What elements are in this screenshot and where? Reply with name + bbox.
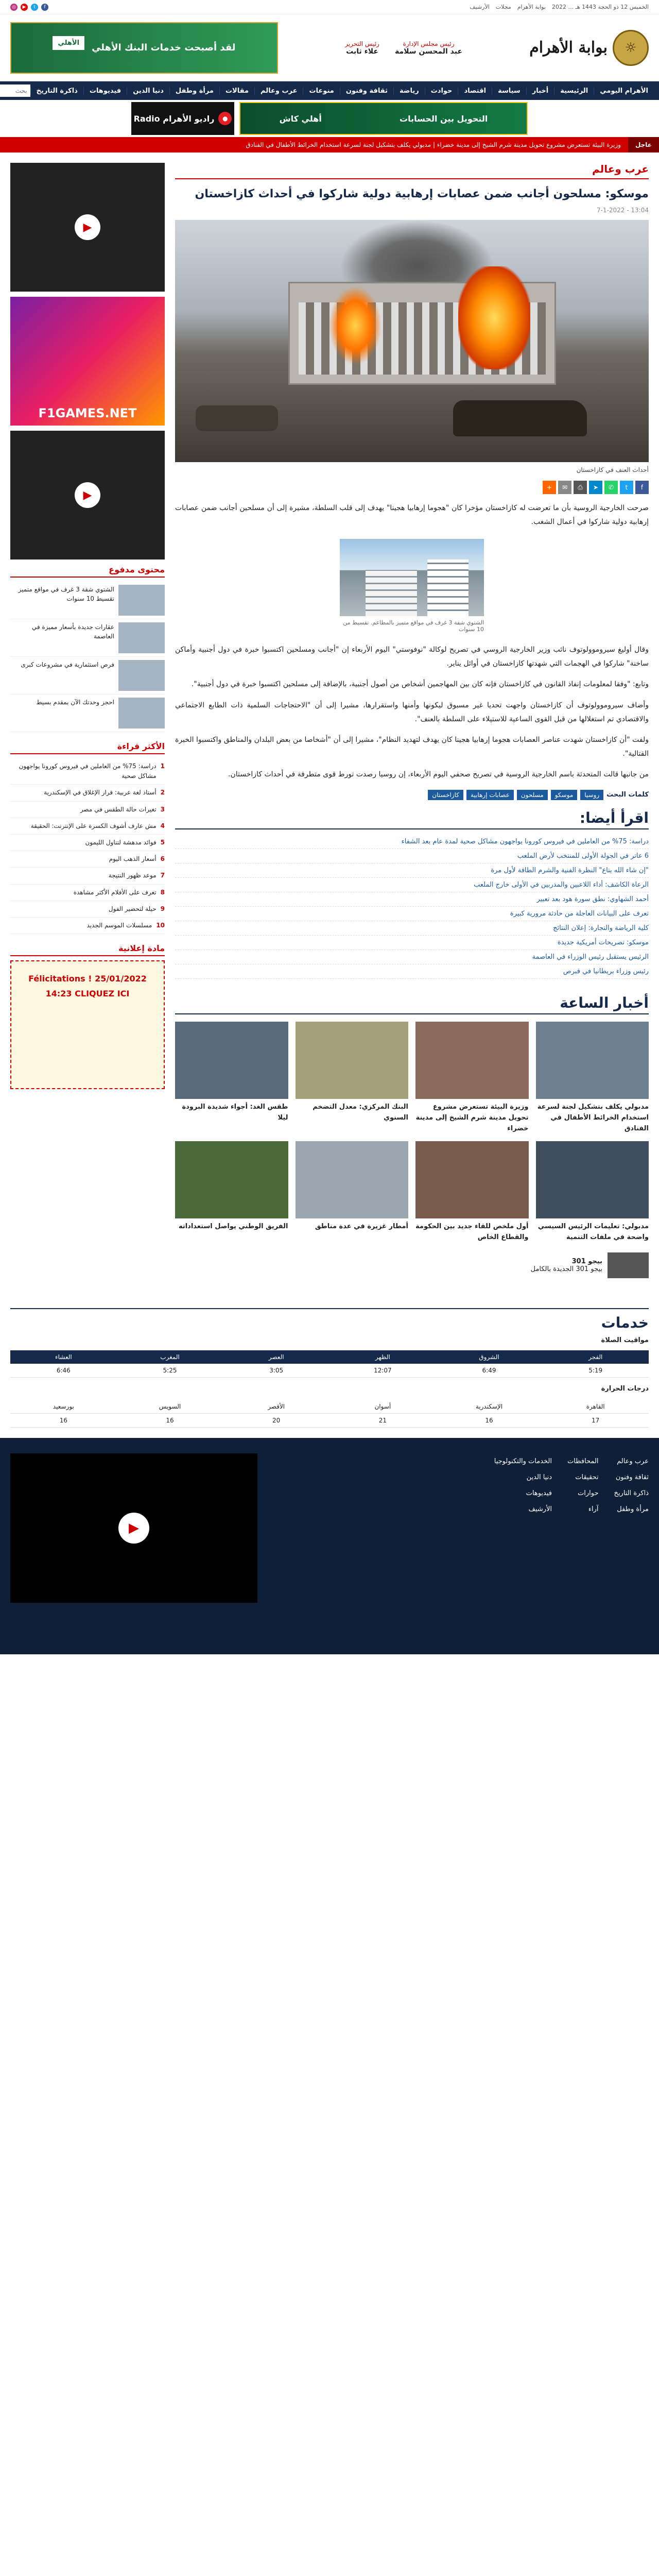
promo-box	[10, 943, 165, 1089]
footer-link[interactable]: ذاكرة التاريخ	[614, 1489, 649, 1498]
news-card[interactable]: مدبولي: تعليمات الرئيس السيسي واضحة في ملفات التنمية	[536, 1141, 649, 1243]
top-banner	[0, 100, 659, 137]
bank-banner-ad[interactable]: التحويل بين الحسابات أهلي كاش	[239, 102, 528, 135]
top-link-archive[interactable]: الأرشيف	[470, 4, 490, 10]
footer-link[interactable]: حوارات	[578, 1489, 599, 1498]
footer-link[interactable]: المحافظات	[567, 1457, 599, 1465]
nav-item[interactable]: ذاكرة التاريخ	[30, 87, 83, 95]
ticker-label: عاجل	[628, 137, 659, 152]
top-strip	[0, 0, 659, 14]
news-card[interactable]: وزيرة البيئة تستعرض مشروع تحويل مدينة شرم الشيخ إلى مدينة خضراء	[415, 1022, 529, 1134]
tag[interactable]: مسلحون	[517, 790, 548, 800]
top-link-magazines[interactable]: مجلات	[495, 4, 511, 10]
most-read	[10, 741, 165, 934]
nav-item[interactable]: أخبار	[526, 87, 554, 95]
most-read-item[interactable]: 5 فوائد مدهشة لتناول الليمون	[10, 835, 165, 851]
play-icon[interactable]: ▶	[118, 1513, 149, 1544]
read-also-link[interactable]: الرئيس يستقبل رئيس الوزراء في العاصمة	[175, 950, 649, 964]
news-card[interactable]: الفريق الوطني يواصل استعداداته	[175, 1141, 288, 1243]
article-title: موسكو: مسلحون أجانب ضمن عصابات إرهابية دولية شاركوا في أحداث كازاخستان	[195, 188, 649, 200]
radio-banner[interactable]: ● راديو الأهرام Radio	[131, 102, 234, 135]
article-date: 13:04 - 7-1-2022	[596, 207, 649, 214]
footer-col	[567, 1453, 599, 1518]
car-ad-title: بيجو 301	[571, 1257, 602, 1265]
article-paragraph: وأضاف سيروموولوتوف أن كازاخستان واجهت تحديا غير مسبوق ليكونها وأمنها واستقرارها، مشيرا إلى أن "الاحتجاجات السلمية ذات الطابع الاجتماعي والاقتصادي تم استغلالها من قبل القوى الساعية للاستيلاء على السلطة بالعنف".	[175, 701, 649, 723]
play-icon[interactable]: ▶	[75, 214, 100, 240]
share-bar	[175, 481, 649, 494]
email-icon[interactable]: ✉	[558, 481, 571, 494]
footer-link[interactable]: مرأة وطفل	[617, 1505, 649, 1514]
prayer-heading: مواقيت الصلاة	[601, 1336, 649, 1344]
nav-item[interactable]: رياضة	[393, 87, 425, 95]
services	[10, 1308, 649, 1428]
nav-item[interactable]: مرأة وطفل	[169, 87, 219, 95]
footer-link[interactable]: الخدمات والتكنولوجيا	[494, 1457, 552, 1465]
nav-item[interactable]: سياسة	[492, 87, 526, 95]
nav-item[interactable]: الرئيسية	[554, 87, 594, 95]
most-read-item[interactable]: 3 تغيرات حالة الطقس في مصر	[10, 802, 165, 818]
article-paragraph: صرحت الخارجية الروسية بأن ما تعرضت له كازاخستان مؤخرا كان "هجوما إرهابيا هجينا" يهدف إلى قلب السلطة، مشيرة إلى أن مسلحين أجانب ضمن عصابات إرهابية دولية شاركوا في أعمال الشغب.	[175, 504, 649, 526]
header-ad[interactable]	[10, 22, 278, 74]
site-header	[0, 14, 659, 81]
twitter-icon[interactable]: t	[620, 481, 633, 494]
instagram-icon[interactable]: ◎	[10, 4, 18, 11]
footer-col	[614, 1453, 649, 1518]
article-paragraph: من جانبها قالت المتحدثة باسم الخارجية الروسية في تصريح صحفي اليوم الأربعاء، إن روسيا رصدت تورط قوى متطرفة في أحداث كازاخستان.	[228, 770, 649, 779]
youtube-icon[interactable]: ▶	[21, 4, 28, 11]
telegram-icon[interactable]: ➤	[589, 481, 602, 494]
read-also-heading: اقرأ أيضا:	[175, 809, 649, 829]
read-also-link[interactable]: "إن شاء الله بتاع" النظرة الفنية والشرم الطاقة لأول مرة	[175, 863, 649, 878]
most-read-item[interactable]: 1 دراسة: 75% من العاملين في فيروس كورونا يواجهون مشاكل صحية	[10, 758, 165, 785]
header-ad-text: لقد أصبحت خدمات البنك الأهلي	[92, 42, 236, 53]
news-card[interactable]: مدبولي يكلف بتشكيل لجنة لسرعة استخدام الخرائط الأطفال في الفنادق	[536, 1022, 649, 1134]
news-card[interactable]: أول ملخص للقاء جديد بين الحكومة والقطاع الخاص	[415, 1141, 529, 1243]
most-read-item[interactable]: 8 تعرف على الأفلام الأكثر مشاهدة	[10, 885, 165, 901]
promo-heading: مادة إعلانية	[10, 943, 165, 956]
article-paragraph: وقال أوليغ سيروموولوتوف نائب وزير الخارجية الروسي في تصريح لوكالة "نوفوستي" اليوم الأربعاء إن "أجانب ومسلحين اكتسبوا خبرة في دول أجنبية وأماكن ساخنة" شاركوا في الهجمات التي شهدتها كازاخستان في أوائل يناير.	[175, 646, 649, 668]
footer-link[interactable]: تحقيقات	[575, 1473, 599, 1482]
site-logo[interactable]	[529, 30, 649, 66]
breaking-ticker	[0, 137, 659, 152]
inline-ad-image[interactable]	[340, 539, 484, 616]
article-paragraph: وتابع: "وفقا لمعلومات إنفاذ القانون في كازاخستان فإنه كان بين المهاجمين أشخاص من أصول أجنبية، بالإضافة إلى مسلحين اكتسبوا خبرة في دول أجنبية".	[191, 680, 649, 689]
car-ad-image	[608, 1252, 649, 1278]
services-heading: خدمات	[601, 1314, 649, 1331]
footer-link[interactable]: دنيا الدين	[526, 1473, 552, 1482]
sponsored-item[interactable]: فرص استثمارية في مشروعات كبرى	[10, 657, 165, 694]
twitter-icon[interactable]: t	[31, 4, 38, 11]
section-label[interactable]: عرب وعالم	[175, 163, 649, 179]
sidebar-video-2[interactable]	[10, 431, 165, 560]
most-read-item[interactable]: 6 أسعار الذهب اليوم	[10, 851, 165, 868]
play-icon[interactable]: ▶	[75, 482, 100, 508]
footer-link[interactable]: عرب وعالم	[617, 1457, 649, 1465]
read-also-link[interactable]: 6 عاتر في الجولة الأولى للمنتخب لأرض الملعب	[175, 849, 649, 863]
ticker-message[interactable]: وزيرة البيئة تستعرض مشروع تحويل مدينة شرم الشيخ إلى مدينة خضراء | مدبولي يكلف بتشكيل لجنة لسرعة استخدام الخرائط الأطفال في الفنادق	[246, 141, 621, 148]
nav-item[interactable]: عرب وعالم	[254, 87, 303, 95]
most-read-item[interactable]: 7 موعد ظهور النتيجة	[10, 868, 165, 884]
most-read-item[interactable]: 2 أستاذ لغة عربية: قرار الإغلاق في الإسكندرية	[10, 785, 165, 801]
most-read-heading: الأكثر قراءة	[10, 741, 165, 754]
nav-item[interactable]: منوعات	[303, 87, 339, 95]
promo-ad[interactable]: Félicitations ! 25/01/2022 14:23 CLIQUEZ ICI	[10, 960, 165, 1089]
tags-label: كلمات البحث	[606, 791, 649, 799]
car-ad[interactable]	[175, 1252, 649, 1278]
nav-item[interactable]: اقتصاد	[458, 87, 492, 95]
nav-item[interactable]: الأهرام اليومي	[594, 87, 654, 95]
prayer-times: الفجر الشروق الظهر العصر المغرب العشاء 5:19 6:49 12:07 3:05 5:25 6:46	[10, 1350, 649, 1378]
latest-news	[175, 994, 649, 1278]
tag[interactable]: روسيا	[580, 790, 603, 800]
read-also-link[interactable]: دراسة: 75% من العاملين في فيروس كورونا يواجهون مشاكل صحية لمدة عام بعد الشفاء	[175, 835, 649, 849]
plus-icon[interactable]: +	[543, 481, 556, 494]
tag[interactable]: كازاخستان	[428, 790, 463, 800]
most-read-item[interactable]: 4 مش عارف أشوف الكسرة على الإنترنت: الحقيقة	[10, 818, 165, 835]
logo-text: بوابة الأهرام	[529, 39, 608, 57]
search-box	[0, 84, 30, 97]
inline-ad-caption: الشتوي شقة 3 غرف في مواقع متميز بالمطاعم. تقسيط من 10 سنوات	[343, 619, 484, 633]
sponsored-item[interactable]: الشتوي شقة 3 غرف في مواقع متميز تقسيط 10 سنوات	[10, 582, 165, 619]
most-read-item[interactable]: 9 حيلة لتحضير الفول	[10, 901, 165, 918]
footer-col	[494, 1453, 552, 1518]
most-read-item[interactable]: 10 مسلسلات الموسم الجديد	[10, 918, 165, 934]
sponsored-item[interactable]: عقارات جديدة بأسعار مميزة في العاصمة	[10, 619, 165, 657]
top-link-portal[interactable]: بوابة الأهرام	[517, 4, 546, 10]
editor-chairman: رئيس مجلس الإدارة عبد المحسن سلامة	[394, 40, 463, 56]
read-also	[175, 809, 649, 979]
read-also-link[interactable]: الرعاة الكاشف: أداء اللاعبين والمدربين في الأولى خارج الملعب	[175, 878, 649, 892]
editors-block	[345, 40, 462, 56]
tags-row	[175, 790, 649, 800]
current-date: الخميس 12 ذو الحجة 1443 هـ ... 2022	[552, 4, 649, 10]
footer-video[interactable]	[10, 1453, 257, 1603]
games-ad[interactable]: F1GAMES.NET	[10, 297, 165, 426]
tag[interactable]: موسكو	[551, 790, 578, 800]
sponsored-item[interactable]: احجز وحدتك الآن بمقدم بسيط	[10, 694, 165, 732]
sponsored-box	[10, 565, 165, 732]
nav-item[interactable]: فيديوهات	[83, 87, 127, 95]
whatsapp-icon[interactable]: ✆	[604, 481, 618, 494]
footer-link[interactable]: ثقافة وفنون	[615, 1473, 649, 1482]
news-card[interactable]: أمطار غزيرة في عدة مناطق	[296, 1141, 409, 1243]
site-footer	[0, 1438, 659, 1654]
search-input[interactable]	[0, 84, 30, 97]
sidebar-video[interactable]	[10, 163, 165, 292]
news-card[interactable]: البنك المركزي: معدل التضخم السنوي	[296, 1022, 409, 1134]
facebook-icon[interactable]: f	[635, 481, 649, 494]
article-main	[175, 163, 649, 1287]
weather-heading: درجات الحرارة	[601, 1384, 649, 1393]
nav-item[interactable]: مقالات	[219, 87, 254, 95]
print-icon[interactable]: ⎙	[574, 481, 587, 494]
footer-link[interactable]: فيديوهات	[526, 1489, 552, 1498]
read-also-link[interactable]: رئيس وزراء بريطانيا في قبرص	[175, 964, 649, 979]
car-ad-sub: بيجو 301 الجديدة بالكامل	[530, 1265, 602, 1273]
header-ad-box: الأهلي	[53, 36, 84, 50]
radio-icon: ●	[218, 112, 232, 125]
read-also-link[interactable]: موسكو: تصريحات أمريكية جديدة	[175, 936, 649, 950]
sponsored-heading: محتوى مدفوع	[10, 565, 165, 578]
nav-item[interactable]: حوادث	[425, 87, 458, 95]
hero-caption: أحداث العنف في كازاخستان	[576, 466, 649, 473]
footer-link[interactable]: الأرشيف	[528, 1505, 552, 1514]
editor-in-chief: رئيس التحرير علاء ثابت	[345, 40, 379, 56]
nav-item[interactable]: دنيا الدين	[127, 87, 169, 95]
facebook-icon[interactable]: f	[41, 4, 48, 11]
news-card[interactable]: طقس الغد: أجواء شديدة البرودة ليلا	[175, 1022, 288, 1134]
article-hero-image	[175, 220, 649, 462]
latest-heading: أخبار الساعة	[175, 994, 649, 1014]
article-paragraph: ولفت "أن كازاخستان شهدت عناصر العصابات هجوما إرهابيا هجينا كان يهدف لتهديد النظام"، مشيرا إلى أن "أشخاصا من بعض البلدان والمناطق واكتسبوا الخبرة القتالية".	[175, 736, 649, 758]
footer-link[interactable]: آراء	[588, 1505, 599, 1514]
main-nav	[0, 81, 659, 100]
article-body	[175, 501, 649, 782]
read-also-link[interactable]: أحمد الشهاوي: نطق سورة هود بعد تعبير	[175, 892, 649, 907]
logo-emblem-icon: ☼	[613, 30, 649, 66]
read-also-link[interactable]: كلية الرياضة والتجارة: إعلان النتائج	[175, 921, 649, 936]
sidebar	[10, 163, 165, 1287]
tag[interactable]: عصابات إرهابية	[466, 790, 514, 800]
read-also-link[interactable]: تعرف على البيانات العاجلة من حادثة مرورية كبيرة	[175, 907, 649, 921]
nav-item[interactable]: ثقافة وفنون	[340, 87, 393, 95]
weather-table: القاهرة الإسكندرية أسوان الأقصر السويس بورسعيد 17 16 21 20 16 16	[10, 1400, 649, 1428]
social-links	[10, 4, 48, 11]
